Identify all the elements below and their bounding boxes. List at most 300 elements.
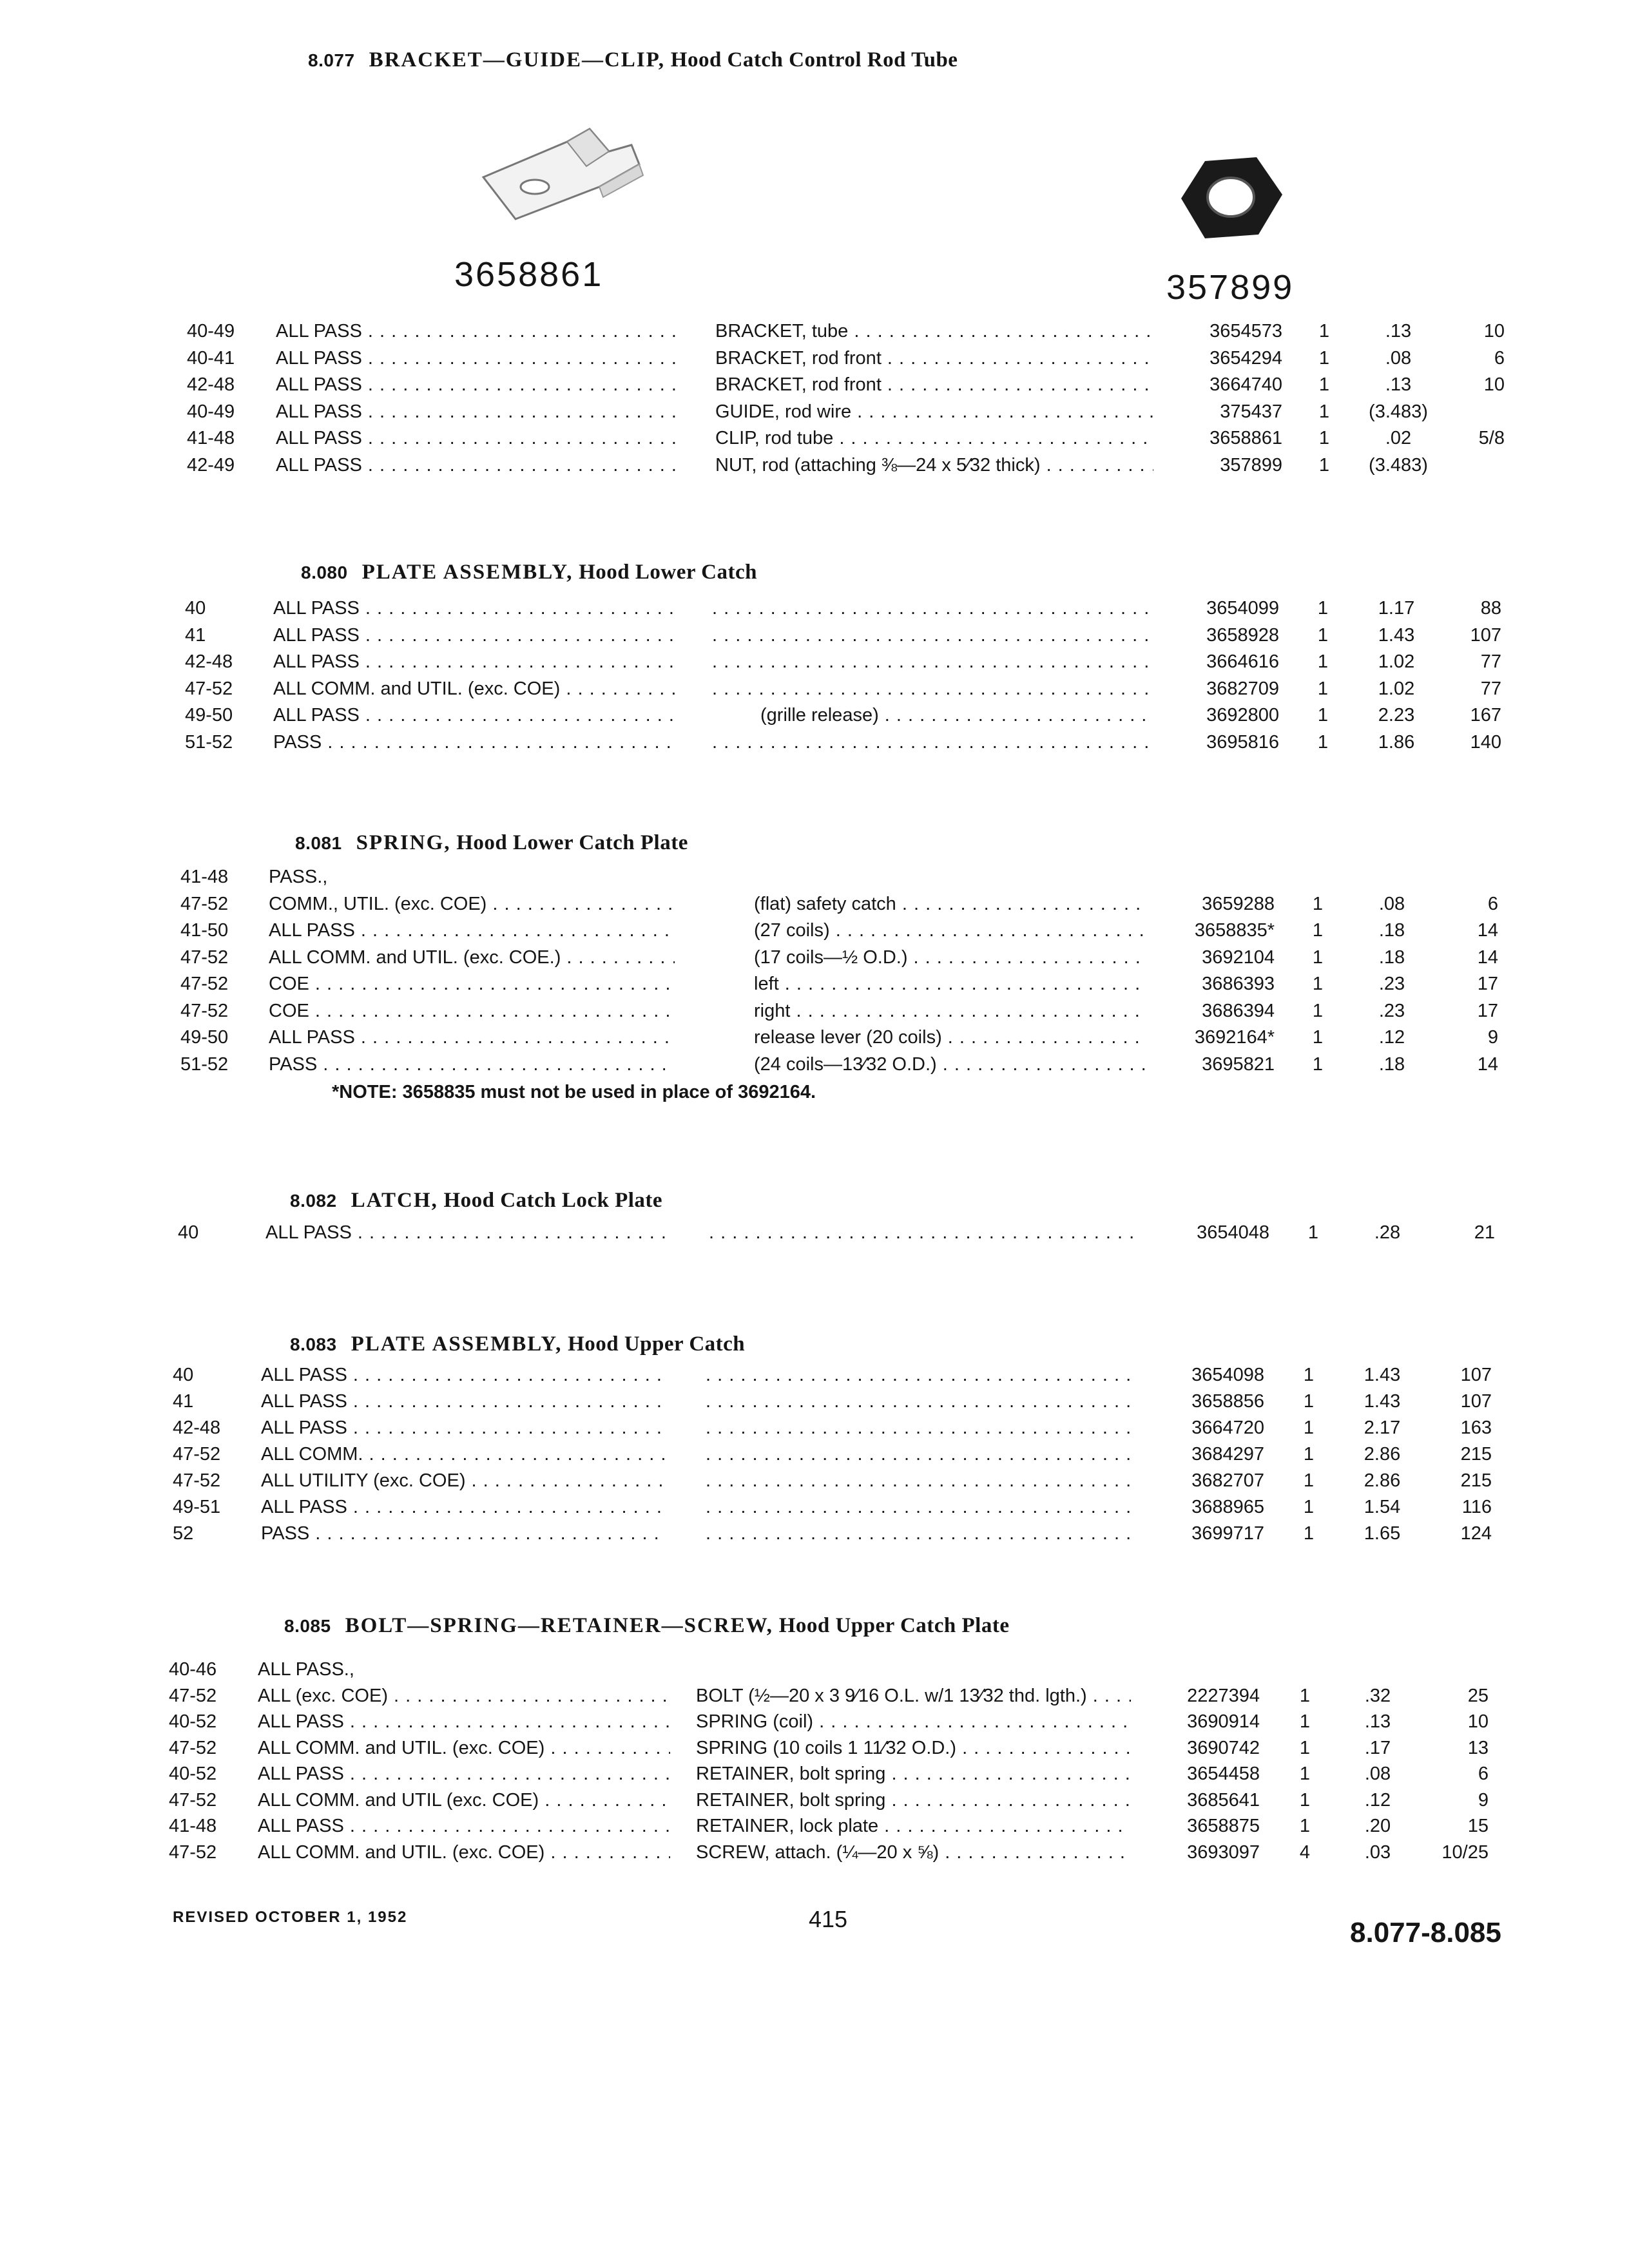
part-number: 3695816 xyxy=(1206,731,1279,753)
part-row xyxy=(0,1738,1629,1765)
revision-date: REVISED OCTOBER 1, 1952 xyxy=(173,1908,408,1926)
part-number: 3658928 xyxy=(1206,624,1279,646)
part-row xyxy=(0,1497,1629,1524)
part-description xyxy=(706,1523,1135,1544)
application: ALL PASS . . . xyxy=(269,1027,675,1048)
dealer-price: .20 xyxy=(1364,1816,1391,1836)
application: ALL PASS . . . xyxy=(276,428,675,449)
application: ALL PASS . . . xyxy=(273,598,679,619)
list-price: 215 xyxy=(1460,1444,1492,1465)
part-number: 3654573 xyxy=(1210,321,1282,341)
application: ALL PASS., xyxy=(258,1659,354,1680)
section-heading xyxy=(290,1332,745,1356)
quantity: 1 xyxy=(1318,374,1330,395)
quantity: 1 xyxy=(1318,347,1330,369)
dealer-price: 2.23 xyxy=(1378,705,1415,726)
list-price: 77 xyxy=(1480,651,1501,672)
dealer-price: .08 xyxy=(1378,893,1405,914)
part-number: 3654098 xyxy=(1191,1365,1264,1385)
application: ALL PASS . . . xyxy=(258,1816,670,1837)
model-years: 47-52 xyxy=(180,1000,229,1021)
part-number: 3664720 xyxy=(1191,1418,1264,1438)
part-number: 3686394 xyxy=(1202,1000,1275,1021)
part-row xyxy=(0,705,1629,732)
quantity: 1 xyxy=(1303,1391,1315,1412)
part-row xyxy=(0,1470,1629,1497)
application: ALL PASS . . . xyxy=(265,1222,671,1244)
quantity: 1 xyxy=(1318,401,1330,422)
list-price: 9 xyxy=(1487,1027,1498,1048)
model-years: 49-51 xyxy=(173,1497,221,1517)
model-years: 42-49 xyxy=(187,454,235,476)
application: ALL UTILITY (exc. COE) . . . xyxy=(261,1470,667,1492)
application: PASS . . . xyxy=(261,1523,667,1544)
part-row xyxy=(0,1418,1629,1445)
section-range: 8.077-8.085 xyxy=(1350,1917,1501,1948)
part-number: 375437 xyxy=(1220,401,1282,422)
part-number: 3659288 xyxy=(1202,893,1275,914)
part-number: 3654458 xyxy=(1187,1763,1260,1784)
quantity: 1 xyxy=(1312,1000,1324,1021)
part-number: 3658856 xyxy=(1191,1391,1264,1412)
model-years: 47-52 xyxy=(180,893,229,914)
dealer-price: 1.02 xyxy=(1378,651,1415,672)
application: ALL COMM. and UTIL. (exc. COE) . . . xyxy=(258,1842,670,1863)
part-row xyxy=(0,625,1629,652)
part-number: 3690742 xyxy=(1187,1737,1260,1758)
dealer-price: .08 xyxy=(1364,1763,1391,1784)
part-description: CLIP, rod tube . . . xyxy=(715,428,1153,449)
application: ALL PASS . . . xyxy=(269,920,675,941)
section-number: 8.080 xyxy=(301,562,348,582)
section-number: 8.083 xyxy=(290,1334,337,1354)
list-price: 5/8 xyxy=(1478,428,1505,448)
list-price: 107 xyxy=(1460,1391,1492,1412)
section-title-main: SPRING, xyxy=(356,831,451,854)
list-price: 14 xyxy=(1477,1053,1498,1075)
model-years: 41-48 xyxy=(180,867,229,887)
bracket-illustration xyxy=(470,116,664,238)
dealer-price: 2.86 xyxy=(1364,1444,1401,1465)
part-description: BRACKET, tube . . . xyxy=(715,321,1153,342)
hex-nut-icon xyxy=(1176,149,1286,246)
part-row xyxy=(0,1711,1629,1738)
section-heading xyxy=(284,1614,1009,1638)
model-years: 42-48 xyxy=(173,1418,221,1438)
dealer-price: .02 xyxy=(1385,428,1412,448)
model-years: 47-52 xyxy=(169,1685,217,1706)
application: ALL PASS . . . xyxy=(261,1365,667,1386)
application: ALL PASS . . . xyxy=(261,1391,667,1412)
model-years: 49-50 xyxy=(180,1027,229,1048)
dealer-price: 2.17 xyxy=(1364,1418,1401,1438)
quantity: 1 xyxy=(1299,1737,1311,1758)
quantity: 1 xyxy=(1317,731,1329,753)
quantity: 1 xyxy=(1299,1816,1311,1836)
model-years: 41-48 xyxy=(169,1816,217,1836)
part-row xyxy=(0,732,1629,759)
quantity: 1 xyxy=(1299,1763,1311,1784)
list-price: 14 xyxy=(1477,947,1498,968)
part-number: 3654048 xyxy=(1197,1222,1269,1243)
part-description xyxy=(706,1418,1135,1439)
section-title-main: PLATE ASSEMBLY, xyxy=(361,561,574,584)
list-price: 116 xyxy=(1461,1497,1492,1517)
model-years: 51-52 xyxy=(185,731,233,753)
part-description: (flat) safety catch . . . xyxy=(754,894,1146,915)
application: ALL PASS . . . xyxy=(276,348,675,369)
application: ALL PASS . . . xyxy=(261,1418,667,1439)
part-description: right . . . xyxy=(754,1001,1146,1022)
model-years: 49-50 xyxy=(185,705,233,726)
part-number: 3658875 xyxy=(1187,1816,1260,1836)
list-price: 25 xyxy=(1467,1685,1489,1706)
quantity: 1 xyxy=(1312,920,1324,941)
part-description: RETAINER, bolt spring . . . xyxy=(696,1790,1131,1811)
part-row xyxy=(0,348,1629,375)
application: ALL PASS . . . xyxy=(276,455,675,476)
model-years: 47-52 xyxy=(180,947,229,968)
part-row xyxy=(0,651,1629,678)
part-row xyxy=(0,678,1629,706)
quantity: 4 xyxy=(1299,1841,1311,1863)
part-description xyxy=(712,678,1150,700)
model-years: 47-52 xyxy=(180,974,229,994)
application: ALL PASS . . . xyxy=(273,651,679,673)
model-years: 40 xyxy=(178,1222,199,1243)
part-row xyxy=(0,1001,1629,1028)
list-price: 10/25 xyxy=(1441,1841,1489,1863)
dealer-price: 1.54 xyxy=(1364,1497,1401,1517)
page-number: 415 xyxy=(809,1906,848,1932)
dealer-price: 1.02 xyxy=(1378,678,1415,699)
illustration-caption-bracket: 3658861 xyxy=(454,255,604,294)
model-years: 47-52 xyxy=(173,1444,221,1465)
quantity: 1 xyxy=(1303,1497,1315,1517)
section-title-sub: Hood Lower Catch Plate xyxy=(456,831,688,854)
model-years: 47-52 xyxy=(169,1737,217,1758)
quantity: 1 xyxy=(1303,1418,1315,1438)
part-row xyxy=(0,867,1629,894)
list-price: 77 xyxy=(1480,678,1501,699)
quantity: 1 xyxy=(1303,1523,1315,1544)
dealer-price: .13 xyxy=(1364,1711,1391,1732)
list-price: 9 xyxy=(1478,1789,1489,1811)
list-price: 14 xyxy=(1477,920,1498,941)
part-number: 3690914 xyxy=(1187,1711,1260,1732)
part-row xyxy=(0,1763,1629,1791)
model-years: 42-48 xyxy=(187,374,235,395)
part-description: BRACKET, rod front . . . xyxy=(715,348,1153,369)
quantity: 1 xyxy=(1312,947,1324,968)
application: ALL (exc. COE) . . . xyxy=(258,1686,670,1707)
part-description: SPRING (coil) . . . xyxy=(696,1711,1131,1733)
quantity: 1 xyxy=(1318,321,1330,341)
part-description xyxy=(706,1391,1135,1412)
list-price: 21 xyxy=(1474,1222,1495,1243)
application: COMM., UTIL. (exc. COE) . . . xyxy=(269,894,675,915)
section-title-main: PLATE ASSEMBLY, xyxy=(351,1332,563,1356)
part-description: RETAINER, bolt spring . . . xyxy=(696,1763,1131,1785)
part-number: 3693097 xyxy=(1187,1841,1260,1863)
section-title-sub: Hood Catch Control Rod Tube xyxy=(670,48,958,72)
quantity: 1 xyxy=(1312,1053,1324,1075)
quantity: 1 xyxy=(1318,428,1330,448)
quantity: 1 xyxy=(1317,678,1329,699)
application: PASS . . . xyxy=(273,732,679,753)
part-number: 3692104 xyxy=(1202,947,1275,968)
part-number: 3695821 xyxy=(1202,1053,1275,1075)
dealer-price: 2.86 xyxy=(1364,1470,1401,1491)
part-number: 3692164* xyxy=(1194,1027,1275,1048)
list-price: 13 xyxy=(1467,1737,1489,1758)
dealer-price: .23 xyxy=(1378,1000,1405,1021)
part-number: 3654294 xyxy=(1210,347,1282,369)
part-row xyxy=(0,1391,1629,1418)
part-number: 3658835* xyxy=(1194,920,1275,941)
dealer-price: .18 xyxy=(1378,1053,1405,1075)
list-price: 88 xyxy=(1480,598,1501,619)
list-price: 107 xyxy=(1460,1365,1492,1385)
quantity: 1 xyxy=(1299,1711,1311,1732)
list-price: 15 xyxy=(1467,1816,1489,1836)
section-number: 8.085 xyxy=(284,1616,331,1636)
model-years: 47-52 xyxy=(185,678,233,699)
dealer-price: (3.483) xyxy=(1369,401,1428,422)
dealer-price: 1.43 xyxy=(1378,624,1415,646)
model-years: 40-41 xyxy=(187,347,235,369)
part-number: 3682707 xyxy=(1191,1470,1264,1491)
model-years: 40-52 xyxy=(169,1711,217,1732)
model-years: 47-52 xyxy=(173,1470,221,1491)
dealer-price: 1.65 xyxy=(1364,1523,1401,1544)
part-description xyxy=(712,598,1150,619)
model-years: 41-50 xyxy=(180,920,229,941)
dealer-price: .13 xyxy=(1385,321,1412,341)
part-number: 3664740 xyxy=(1210,374,1282,395)
model-years: 51-52 xyxy=(180,1053,229,1075)
part-description: NUT, rod (attaching ⅜—24 x 5⁄32 thick) . . . xyxy=(715,455,1153,476)
quantity: 1 xyxy=(1303,1444,1315,1465)
section-title-main: BOLT—SPRING—RETAINER—SCREW, xyxy=(345,1614,773,1637)
part-number: 3658861 xyxy=(1210,428,1282,448)
model-years: 47-52 xyxy=(169,1841,217,1863)
application: ALL PASS . . . xyxy=(261,1497,667,1518)
part-row xyxy=(0,1686,1629,1713)
list-price: 6 xyxy=(1478,1763,1489,1784)
part-row xyxy=(0,401,1629,428)
dealer-price: .12 xyxy=(1364,1789,1391,1811)
model-years: 47-52 xyxy=(169,1789,217,1811)
list-price: 10 xyxy=(1483,374,1505,395)
part-number: 2227394 xyxy=(1187,1685,1260,1706)
list-price: 124 xyxy=(1460,1523,1492,1544)
quantity: 1 xyxy=(1307,1222,1319,1243)
part-row xyxy=(0,455,1629,482)
model-years: 40-52 xyxy=(169,1763,217,1784)
dealer-price: (3.483) xyxy=(1369,454,1428,476)
part-description: (24 coils—13⁄32 O.D.) . . . xyxy=(754,1054,1146,1075)
section-heading xyxy=(295,831,688,855)
quantity: 1 xyxy=(1303,1365,1315,1385)
quantity: 1 xyxy=(1312,1027,1324,1048)
application: ALL COMM. . . . xyxy=(261,1444,667,1465)
dealer-price: .08 xyxy=(1385,347,1412,369)
illustration-caption-nut: 357899 xyxy=(1166,268,1295,307)
application: PASS . . . xyxy=(269,1054,675,1075)
application: COE . . . xyxy=(269,1001,675,1022)
part-description: (27 coils) . . . xyxy=(754,920,1146,941)
model-years: 52 xyxy=(173,1523,194,1544)
application: ALL PASS . . . xyxy=(276,401,675,423)
part-row xyxy=(0,1365,1629,1392)
section-title-sub: Hood Lower Catch xyxy=(579,561,757,584)
section-note: *NOTE: 3658835 must not be used in place of 3692164. xyxy=(332,1082,816,1102)
application: ALL PASS . . . xyxy=(258,1763,670,1785)
part-description: (grille release) . . . xyxy=(760,705,1150,726)
quantity: 1 xyxy=(1317,624,1329,646)
part-description: release lever (20 coils) . . . xyxy=(754,1027,1146,1048)
dealer-price: .23 xyxy=(1378,974,1405,994)
list-price: 10 xyxy=(1483,321,1505,341)
part-row xyxy=(0,428,1629,455)
application: ALL COMM. and UTIL. (exc. COE.) . . . xyxy=(269,947,675,968)
part-row xyxy=(0,1790,1629,1817)
part-number: 3699717 xyxy=(1191,1523,1264,1544)
section-title-sub: Hood Upper Catch Plate xyxy=(778,1614,1010,1637)
model-years: 41-48 xyxy=(187,428,235,448)
part-description: RETAINER, lock plate . . . xyxy=(696,1816,1131,1837)
part-description: (17 coils—½ O.D.) . . . xyxy=(754,947,1146,968)
part-number: 3686393 xyxy=(1202,974,1275,994)
part-number: 3682709 xyxy=(1206,678,1279,699)
model-years: 40-49 xyxy=(187,401,235,422)
part-row xyxy=(0,1444,1629,1471)
model-years: 41 xyxy=(185,624,206,646)
application: ALL PASS . . . xyxy=(276,321,675,342)
part-row xyxy=(0,1842,1629,1869)
dealer-price: .18 xyxy=(1378,920,1405,941)
part-description xyxy=(712,651,1150,673)
dealer-price: 1.43 xyxy=(1364,1365,1401,1385)
list-price: 17 xyxy=(1477,1000,1498,1021)
part-row xyxy=(0,1816,1629,1843)
part-description: BOLT (½—20 x 3 9⁄16 O.L. w/1 13⁄32 thd. lgth.) . . . xyxy=(696,1686,1131,1707)
part-row xyxy=(0,894,1629,921)
quantity: 1 xyxy=(1312,893,1324,914)
part-row xyxy=(0,598,1629,625)
section-title-main: BRACKET—GUIDE—CLIP, xyxy=(369,48,666,72)
part-description xyxy=(706,1444,1135,1465)
part-row xyxy=(0,974,1629,1001)
section-number: 8.082 xyxy=(290,1191,337,1211)
part-number: 3692800 xyxy=(1206,705,1279,726)
list-price: 215 xyxy=(1460,1470,1492,1491)
list-price: 17 xyxy=(1477,974,1498,994)
application: ALL PASS . . . xyxy=(273,625,679,646)
dealer-price: .13 xyxy=(1385,374,1412,395)
dealer-price: .32 xyxy=(1364,1685,1391,1706)
part-description xyxy=(706,1497,1135,1518)
list-price: 6 xyxy=(1487,893,1498,914)
section-title-main: LATCH, xyxy=(351,1189,438,1212)
part-description: SPRING (10 coils 1 11⁄32 O.D.) . . . xyxy=(696,1738,1131,1759)
part-number: 3685641 xyxy=(1187,1789,1260,1811)
part-description: left . . . xyxy=(754,974,1146,995)
section-title-sub: Hood Upper Catch xyxy=(568,1332,746,1356)
quantity: 1 xyxy=(1317,651,1329,672)
section-heading xyxy=(290,1189,662,1213)
quantity: 1 xyxy=(1317,705,1329,726)
application: ALL COMM. and UTIL. (exc. COE) . . . xyxy=(258,1738,670,1759)
section-heading xyxy=(308,48,958,72)
dealer-price: 1.17 xyxy=(1378,598,1415,619)
part-row xyxy=(0,321,1629,348)
quantity: 1 xyxy=(1299,1685,1311,1706)
section-number: 8.077 xyxy=(308,50,355,70)
list-price: 140 xyxy=(1470,731,1501,753)
application: PASS., xyxy=(269,867,328,887)
model-years: 40 xyxy=(173,1365,194,1385)
application: COE . . . xyxy=(269,974,675,995)
quantity: 1 xyxy=(1317,598,1329,619)
part-number: 3688965 xyxy=(1191,1497,1264,1517)
model-years: 42-48 xyxy=(185,651,233,672)
part-description xyxy=(709,1222,1141,1244)
part-description: SCREW, attach. (¼—20 x ⅝) . . . xyxy=(696,1842,1131,1863)
dealer-price: .28 xyxy=(1374,1222,1401,1243)
part-row xyxy=(0,1523,1629,1550)
model-years: 41 xyxy=(173,1391,194,1412)
dealer-price: .17 xyxy=(1364,1737,1391,1758)
part-description: GUIDE, rod wire . . . xyxy=(715,401,1153,423)
part-row xyxy=(0,1222,1629,1249)
application: ALL PASS . . . xyxy=(273,705,679,726)
list-price: 107 xyxy=(1470,624,1501,646)
part-number: 3664616 xyxy=(1206,651,1279,672)
application: ALL COMM. and UTIL (exc. COE) . . . xyxy=(258,1790,670,1811)
part-row xyxy=(0,374,1629,401)
list-price: 6 xyxy=(1494,347,1505,369)
part-row xyxy=(0,947,1629,974)
list-price: 10 xyxy=(1467,1711,1489,1732)
part-number: 357899 xyxy=(1220,454,1282,476)
quantity: 1 xyxy=(1318,454,1330,476)
model-years: 40 xyxy=(185,598,206,619)
dealer-price: .03 xyxy=(1364,1841,1391,1863)
model-years: 40-49 xyxy=(187,321,235,341)
bracket-clip-icon xyxy=(470,116,664,238)
part-description: BRACKET, rod front . . . xyxy=(715,374,1153,396)
part-row xyxy=(0,920,1629,947)
nut-illustration xyxy=(1176,149,1286,246)
application: ALL PASS . . . xyxy=(258,1711,670,1733)
part-number: 3654099 xyxy=(1206,598,1279,619)
dealer-price: .12 xyxy=(1378,1027,1405,1048)
dealer-price: 1.43 xyxy=(1364,1391,1401,1412)
dealer-price: 1.86 xyxy=(1378,731,1415,753)
application: ALL PASS . . . xyxy=(276,374,675,396)
section-heading xyxy=(301,561,757,584)
dealer-price: .18 xyxy=(1378,947,1405,968)
part-row xyxy=(0,1027,1629,1054)
part-description xyxy=(712,625,1150,646)
section-title-sub: Hood Catch Lock Plate xyxy=(443,1189,663,1212)
list-price: 167 xyxy=(1470,705,1501,726)
part-row xyxy=(0,1054,1629,1081)
list-price: 163 xyxy=(1460,1418,1492,1438)
part-description xyxy=(706,1365,1135,1386)
